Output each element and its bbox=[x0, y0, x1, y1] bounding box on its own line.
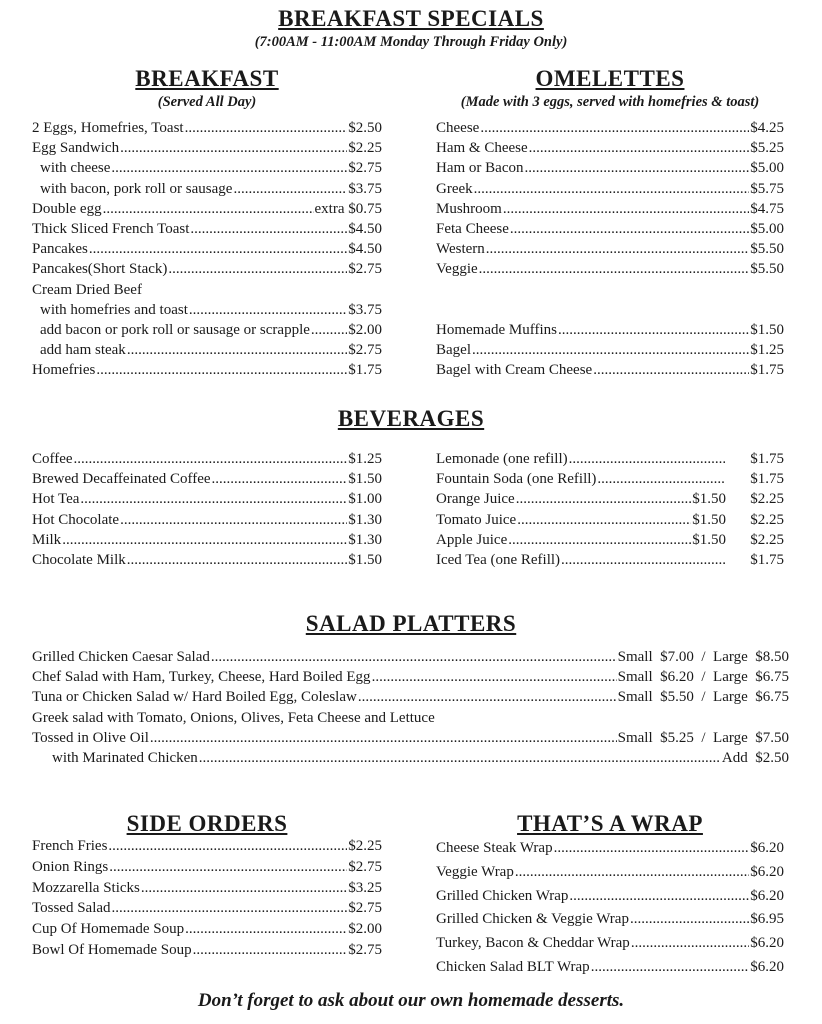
beverages-heading: BEVERAGES bbox=[337, 406, 485, 431]
item-name: Thick Sliced French Toast bbox=[32, 220, 190, 237]
item-price: $2.00 bbox=[348, 921, 382, 938]
menu-item bbox=[436, 888, 784, 912]
menu-item bbox=[436, 552, 784, 572]
menu-item bbox=[32, 221, 382, 241]
dot-leader bbox=[524, 160, 749, 177]
menu-item bbox=[32, 451, 382, 471]
menu-item bbox=[32, 120, 382, 140]
menu-item bbox=[436, 160, 784, 180]
dot-leader bbox=[103, 201, 314, 218]
item-price: $2.75 bbox=[348, 160, 382, 177]
menu-item bbox=[32, 942, 382, 963]
dot-leader bbox=[503, 201, 749, 218]
item-price: $1.50 bbox=[348, 471, 382, 488]
dot-leader bbox=[358, 689, 617, 706]
item-price: $4.50 bbox=[348, 220, 382, 237]
menu-item bbox=[32, 900, 382, 921]
menu-item bbox=[436, 532, 784, 552]
dot-leader bbox=[554, 840, 750, 857]
item-price: $1.30 bbox=[348, 531, 382, 548]
dot-leader bbox=[190, 221, 347, 238]
menu-item bbox=[32, 471, 382, 491]
menu-item bbox=[436, 181, 784, 201]
item-name: Bagel bbox=[436, 342, 471, 359]
salad-item bbox=[32, 730, 789, 750]
dot-leader bbox=[89, 241, 347, 258]
dot-leader bbox=[472, 342, 749, 359]
item-price-large: $2.25 bbox=[750, 511, 784, 528]
menu-item bbox=[32, 181, 382, 201]
item-name: with homefries and toast bbox=[40, 301, 188, 318]
menu-item bbox=[436, 261, 784, 281]
menu-item bbox=[32, 491, 382, 511]
item-price: $6.20 bbox=[750, 958, 784, 975]
dot-leader bbox=[558, 322, 749, 339]
dot-leader bbox=[74, 451, 348, 468]
desserts-note: Don’t forget to ask about our own homemade desserts. bbox=[197, 990, 625, 1011]
item-price: $3.25 bbox=[348, 879, 382, 896]
item-price: $5.75 bbox=[750, 180, 784, 197]
menu-item bbox=[32, 362, 382, 382]
dot-leader bbox=[168, 261, 347, 278]
dot-leader bbox=[150, 730, 617, 747]
item-price: $2.75 bbox=[348, 261, 382, 278]
item-name: Bagel with Cream Cheese bbox=[436, 362, 593, 379]
menu-item bbox=[32, 241, 382, 261]
item-name: Veggie bbox=[436, 261, 478, 278]
dot-leader bbox=[529, 140, 750, 157]
dot-leader bbox=[515, 864, 749, 881]
item-price: $2.75 bbox=[348, 858, 382, 875]
item-name: Feta Cheese bbox=[436, 220, 509, 237]
item-name: Bowl Of Homemade Soup bbox=[32, 941, 192, 958]
item-name: French Fries bbox=[32, 838, 108, 854]
item-price: extra $0.75 bbox=[314, 200, 382, 217]
item-price: $2.00 bbox=[348, 321, 382, 338]
item-price: $5.25 bbox=[750, 140, 784, 157]
item-sizes: Add $2.50 bbox=[721, 749, 789, 766]
item-name: Apple Juice bbox=[436, 531, 508, 548]
menu-item bbox=[32, 302, 382, 322]
menu-item bbox=[32, 342, 382, 362]
item-price-large: $1.75 bbox=[750, 471, 784, 488]
menu-item bbox=[436, 140, 784, 160]
item-name: Hot Tea bbox=[32, 491, 80, 508]
item-name: Grilled Chicken Caesar Salad bbox=[32, 649, 210, 665]
salad-item bbox=[32, 710, 789, 730]
item-name: Western bbox=[436, 241, 485, 258]
item-name: add bacon or pork roll or sausage or scrapple bbox=[40, 321, 310, 338]
omelettes-subtitle: (Made with 3 eggs, served with homefries & toast) bbox=[460, 94, 760, 110]
item-name: Ham or Bacon bbox=[436, 160, 524, 177]
dot-leader bbox=[108, 838, 347, 855]
item-sizes: Small $5.50 / Large $6.75 bbox=[617, 689, 789, 706]
wraps-heading: THAT’S A WRAP bbox=[517, 811, 703, 836]
dot-leader bbox=[569, 451, 725, 468]
item-price: $2.75 bbox=[348, 900, 382, 917]
menu-item bbox=[32, 160, 382, 180]
item-name: with Marinated Chicken bbox=[52, 749, 198, 766]
dot-leader bbox=[593, 362, 749, 379]
menu-item bbox=[32, 201, 382, 221]
item-price: $4.50 bbox=[348, 241, 382, 258]
dot-leader bbox=[480, 120, 749, 137]
dot-leader bbox=[311, 322, 347, 339]
menu-item bbox=[32, 532, 382, 552]
dot-leader bbox=[112, 900, 348, 917]
item-name: Grilled Chicken & Veggie Wrap bbox=[436, 911, 629, 928]
omelettes-heading: OMELETTES bbox=[535, 66, 685, 91]
salad-item bbox=[32, 649, 789, 669]
item-name: Veggie Wrap bbox=[436, 863, 514, 880]
item-price: $1.25 bbox=[348, 451, 382, 467]
breakfast-heading: BREAKFAST bbox=[135, 66, 279, 91]
dot-leader bbox=[185, 120, 348, 137]
item-name: Turkey, Bacon & Cheddar Wrap bbox=[436, 935, 630, 952]
item-sizes: Small $5.25 / Large $7.50 bbox=[617, 729, 789, 746]
wraps-list bbox=[436, 840, 784, 983]
item-price-large: $1.75 bbox=[750, 551, 784, 568]
item-name: Double egg bbox=[32, 200, 102, 217]
dot-leader bbox=[591, 959, 750, 976]
item-price: $3.75 bbox=[348, 301, 382, 318]
item-price: $6.20 bbox=[750, 887, 784, 904]
item-name: Hot Chocolate bbox=[32, 511, 120, 528]
dot-leader bbox=[193, 942, 348, 959]
item-name: Tomato Juice bbox=[436, 511, 517, 528]
breakfast-subtitle: (Served All Day) bbox=[157, 94, 257, 110]
item-price: $5.50 bbox=[750, 241, 784, 258]
menu-item bbox=[32, 921, 382, 942]
dot-leader bbox=[233, 181, 347, 198]
item-name: Tuna or Chicken Salad w/ Hard Boiled Egg, Coleslaw bbox=[32, 689, 357, 706]
item-price: $2.25 bbox=[348, 140, 382, 157]
item-name: Mozzarella Sticks bbox=[32, 879, 140, 896]
menu-item bbox=[32, 552, 382, 572]
dot-leader bbox=[630, 911, 749, 928]
item-price: $5.50 bbox=[750, 261, 784, 278]
item-name: Cup Of Homemade Soup bbox=[32, 921, 185, 938]
dot-leader bbox=[631, 935, 749, 952]
item-price: $2.25 bbox=[348, 838, 382, 854]
dot-leader bbox=[62, 532, 347, 549]
item-name: with cheese bbox=[40, 160, 111, 177]
item-name: Orange Juice bbox=[436, 491, 515, 508]
menu-item bbox=[436, 201, 784, 221]
dot-leader bbox=[508, 532, 691, 549]
item-name: Pancakes(Short Stack) bbox=[32, 261, 168, 278]
item-price: $6.20 bbox=[750, 935, 784, 952]
menu-item bbox=[436, 120, 784, 140]
menu-item bbox=[32, 859, 382, 880]
omelettes-list bbox=[436, 120, 784, 282]
menu-item bbox=[436, 840, 784, 864]
menu-item bbox=[32, 322, 382, 342]
dot-leader bbox=[372, 669, 617, 686]
item-name: Onion Rings bbox=[32, 858, 109, 875]
item-price: $4.75 bbox=[750, 200, 784, 217]
item-price: $3.75 bbox=[348, 180, 382, 197]
item-price: $1.75 bbox=[750, 362, 784, 379]
menu-item bbox=[32, 512, 382, 532]
sides-list bbox=[32, 838, 382, 963]
item-price: $5.00 bbox=[750, 220, 784, 237]
menu-item bbox=[436, 959, 784, 983]
dot-leader bbox=[212, 471, 348, 488]
dot-leader bbox=[189, 302, 347, 319]
item-name: Fountain Soda (one Refill) bbox=[436, 471, 597, 488]
menu-item bbox=[436, 342, 784, 362]
item-name: Ham & Cheese bbox=[436, 140, 528, 157]
menu-item bbox=[436, 935, 784, 959]
menu-item bbox=[32, 140, 382, 160]
item-price: $6.95 bbox=[750, 911, 784, 928]
item-name: Tossed in Olive Oil bbox=[32, 729, 149, 746]
item-price: $2.50 bbox=[348, 120, 382, 136]
item-price: $5.00 bbox=[750, 160, 784, 177]
item-price: $1.50 bbox=[750, 322, 784, 338]
dot-leader bbox=[185, 921, 347, 938]
item-price: $2.75 bbox=[348, 342, 382, 359]
dot-leader bbox=[211, 649, 617, 666]
dot-leader bbox=[109, 859, 347, 876]
dot-leader bbox=[80, 491, 347, 508]
dot-leader bbox=[199, 750, 721, 767]
salads-list bbox=[32, 649, 789, 770]
item-price: $1.50 bbox=[692, 511, 726, 528]
item-name: Chicken Salad BLT Wrap bbox=[436, 958, 590, 975]
dot-leader bbox=[510, 221, 749, 238]
dot-leader bbox=[111, 160, 347, 177]
item-name: Pancakes bbox=[32, 241, 88, 258]
breakfast-list bbox=[32, 120, 382, 382]
menu-item bbox=[436, 471, 784, 491]
item-name: Greek salad with Tomato, Onions, Olives, Feta Cheese and Lettuce bbox=[32, 709, 435, 726]
item-name: Milk bbox=[32, 531, 62, 548]
item-name: Iced Tea (one Refill) bbox=[436, 551, 561, 568]
menu-hours: (7:00AM - 11:00AM Monday Through Friday Only) bbox=[254, 34, 568, 50]
beverages-left-list bbox=[32, 451, 382, 572]
item-name: Cheese Steak Wrap bbox=[436, 840, 553, 856]
item-name: Homemade Muffins bbox=[436, 322, 557, 338]
dot-leader bbox=[127, 342, 347, 359]
menu-item bbox=[436, 451, 784, 471]
menu-item bbox=[436, 362, 784, 382]
dot-leader bbox=[120, 140, 347, 157]
item-price: $6.20 bbox=[750, 863, 784, 880]
item-name: Lemonade (one refill) bbox=[436, 451, 568, 467]
item-name: Greek bbox=[436, 180, 473, 197]
item-price: $6.20 bbox=[750, 840, 784, 856]
item-name: Brewed Decaffeinated Coffee bbox=[32, 471, 211, 488]
item-name: Cheese bbox=[436, 120, 480, 136]
menu-item bbox=[436, 221, 784, 241]
item-price: $1.00 bbox=[348, 491, 382, 508]
menu-item bbox=[32, 261, 382, 281]
dot-leader bbox=[479, 261, 750, 278]
menu-title: BREAKFAST SPECIALS bbox=[278, 6, 544, 31]
dot-leader bbox=[127, 552, 348, 569]
dot-leader bbox=[569, 888, 749, 905]
item-name: Homefries bbox=[32, 362, 96, 379]
item-name: Chocolate Milk bbox=[32, 551, 126, 568]
menu-item bbox=[436, 241, 784, 261]
item-price: $1.75 bbox=[348, 362, 382, 379]
item-price: $1.25 bbox=[750, 342, 784, 359]
item-name: Coffee bbox=[32, 451, 73, 467]
menu-item bbox=[436, 911, 784, 935]
dot-leader bbox=[474, 181, 750, 198]
salad-item bbox=[32, 669, 789, 689]
dot-leader bbox=[517, 512, 691, 529]
item-name: Chef Salad with Ham, Turkey, Cheese, Hard Boiled Egg bbox=[32, 669, 371, 686]
item-sizes: Small $6.20 / Large $6.75 bbox=[617, 669, 789, 686]
bakery-list bbox=[436, 322, 784, 383]
dot-leader bbox=[141, 880, 347, 897]
dot-leader bbox=[561, 552, 725, 569]
item-name: Grilled Chicken Wrap bbox=[436, 887, 569, 904]
item-price: $2.75 bbox=[348, 941, 382, 958]
menu-item bbox=[32, 282, 382, 302]
item-name: Egg Sandwich bbox=[32, 140, 120, 157]
menu-item bbox=[32, 880, 382, 901]
beverages-right-list bbox=[436, 451, 784, 572]
item-price-large: $2.25 bbox=[750, 491, 784, 508]
dot-leader bbox=[96, 362, 347, 379]
menu-item bbox=[436, 322, 784, 342]
item-price: $1.30 bbox=[348, 511, 382, 528]
item-price-large: $1.75 bbox=[750, 451, 784, 467]
menu-item bbox=[436, 512, 784, 532]
dot-leader bbox=[120, 512, 347, 529]
item-price: $1.50 bbox=[692, 491, 726, 508]
item-name: 2 Eggs, Homefries, Toast bbox=[32, 120, 184, 136]
menu-item bbox=[32, 838, 382, 859]
menu-item bbox=[436, 491, 784, 511]
item-name: add ham steak bbox=[40, 342, 126, 359]
item-name: Tossed Salad bbox=[32, 900, 111, 917]
item-price: $4.25 bbox=[750, 120, 784, 136]
item-price: $1.50 bbox=[692, 531, 726, 548]
dot-leader bbox=[597, 471, 725, 488]
item-name: Mushroom bbox=[436, 200, 502, 217]
item-name: Cream Dried Beef bbox=[32, 281, 142, 298]
item-price-large: $2.25 bbox=[750, 531, 784, 548]
item-price: $1.50 bbox=[348, 551, 382, 568]
salad-item bbox=[32, 750, 789, 770]
dot-leader bbox=[486, 241, 749, 258]
menu-item bbox=[436, 864, 784, 888]
item-name: with bacon, pork roll or sausage bbox=[40, 180, 233, 197]
salads-heading: SALAD PLATTERS bbox=[305, 611, 517, 636]
dot-leader bbox=[516, 491, 692, 508]
item-sizes: Small $7.00 / Large $8.50 bbox=[617, 649, 789, 665]
salad-item bbox=[32, 689, 789, 709]
sides-heading: SIDE ORDERS bbox=[126, 811, 288, 836]
